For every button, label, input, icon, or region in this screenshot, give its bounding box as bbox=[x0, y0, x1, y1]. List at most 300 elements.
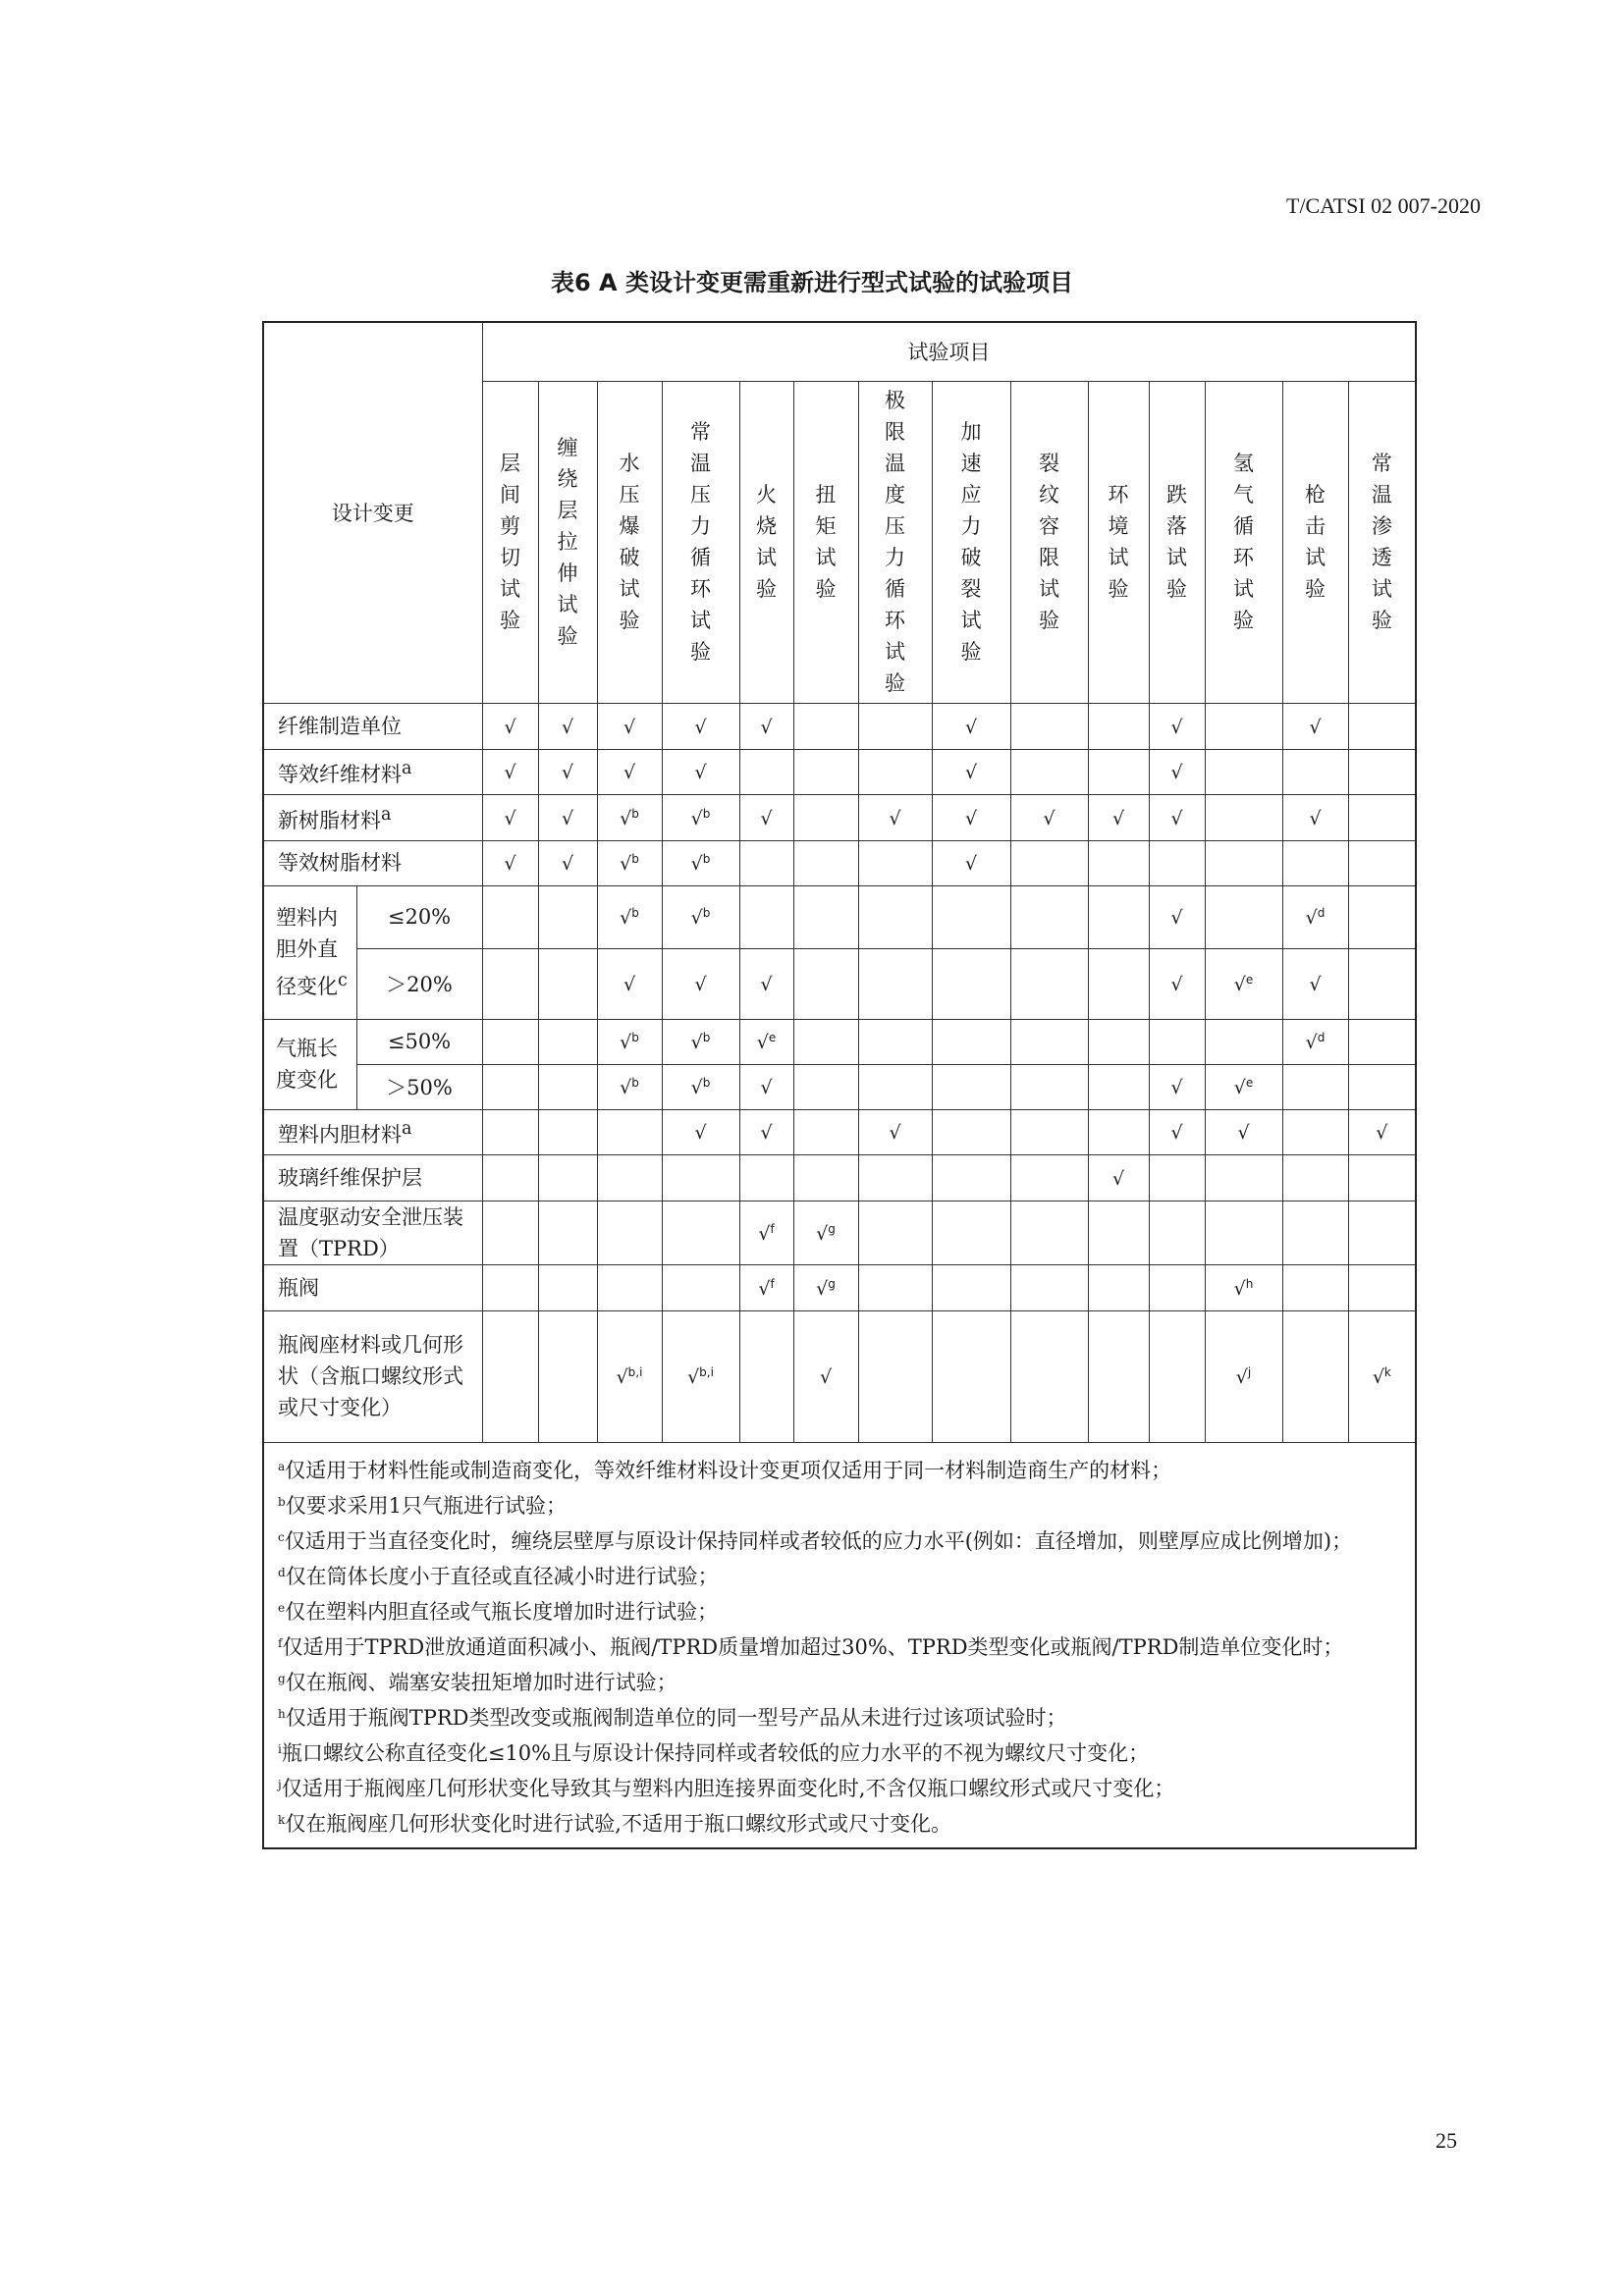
check-cell bbox=[858, 1109, 932, 1154]
empty-cell bbox=[662, 1264, 739, 1310]
check-mark: √ bbox=[561, 716, 574, 738]
empty-cell bbox=[793, 948, 858, 1019]
check-mark: √$^b$ bbox=[620, 852, 639, 875]
empty-cell bbox=[1010, 840, 1088, 885]
table-row bbox=[263, 1109, 1416, 1154]
empty-cell bbox=[1088, 840, 1149, 885]
footnote-mark: d bbox=[278, 1565, 286, 1579]
empty-cell bbox=[858, 1310, 932, 1442]
empty-cell bbox=[1205, 1019, 1282, 1064]
check-mark: √$^b$ bbox=[690, 806, 711, 829]
empty-cell bbox=[1088, 703, 1149, 749]
check-cell bbox=[597, 703, 662, 749]
empty-cell bbox=[1348, 1019, 1416, 1064]
empty-cell bbox=[1205, 1154, 1282, 1201]
check-mark: √ bbox=[1170, 1077, 1183, 1098]
empty-cell bbox=[1282, 840, 1348, 885]
footnote-mark: a bbox=[402, 1119, 412, 1139]
empty-cell bbox=[1348, 794, 1416, 840]
check-cell bbox=[1282, 703, 1348, 749]
check-cell bbox=[1282, 948, 1348, 1019]
check-cell bbox=[662, 1064, 739, 1109]
empty-cell bbox=[932, 1064, 1010, 1109]
table-row bbox=[263, 703, 1416, 749]
empty-cell bbox=[932, 1019, 1010, 1064]
empty-cell bbox=[932, 1310, 1010, 1442]
table-row bbox=[263, 1019, 1416, 1064]
empty-cell bbox=[739, 749, 793, 794]
footnote-line: $^b$仅要求采用1只气瓶进行试验； bbox=[278, 1493, 568, 1518]
check-cell bbox=[662, 885, 739, 948]
check-mark: √ bbox=[1309, 716, 1322, 738]
check-cell bbox=[597, 749, 662, 794]
empty-cell bbox=[482, 1109, 538, 1154]
check-mark: √ bbox=[561, 853, 574, 875]
check-mark: √ bbox=[1170, 716, 1183, 738]
check-footnote: e bbox=[768, 1031, 777, 1044]
empty-cell bbox=[1348, 1154, 1416, 1201]
empty-cell bbox=[1348, 885, 1416, 948]
notes-row bbox=[263, 1442, 1416, 1848]
empty-cell bbox=[1205, 749, 1282, 794]
empty-cell bbox=[1010, 1264, 1088, 1310]
check-footnote: f bbox=[770, 1276, 775, 1291]
column-header bbox=[932, 381, 1010, 703]
check-mark: √$^f$ bbox=[758, 1221, 775, 1245]
footnote-mark: a bbox=[402, 759, 412, 778]
footnote-mark: k bbox=[278, 1812, 286, 1827]
check-cell bbox=[793, 1310, 858, 1442]
check-cell bbox=[1149, 1064, 1205, 1109]
empty-cell bbox=[597, 1201, 662, 1264]
check-mark: √ bbox=[1170, 762, 1183, 783]
column-header-text: 环境试验 bbox=[1108, 483, 1129, 601]
column-header bbox=[1149, 381, 1205, 703]
empty-cell bbox=[662, 1201, 739, 1264]
check-cell bbox=[1088, 1154, 1149, 1201]
empty-cell bbox=[858, 840, 932, 885]
row-label: 瓶阀 bbox=[263, 1264, 482, 1310]
row-sub-label: ≤50% bbox=[356, 1019, 482, 1064]
check-mark: √$^b$ bbox=[620, 806, 639, 829]
empty-cell bbox=[932, 885, 1010, 948]
column-header bbox=[662, 381, 739, 703]
empty-cell bbox=[1149, 1019, 1205, 1064]
empty-cell bbox=[1205, 703, 1282, 749]
check-mark: √ bbox=[964, 853, 978, 875]
check-mark: √ bbox=[964, 762, 978, 783]
check-cell bbox=[482, 794, 538, 840]
table-row bbox=[263, 1154, 1416, 1201]
check-cell bbox=[1205, 1310, 1282, 1442]
row-sub-label: ≤20% bbox=[356, 885, 482, 948]
check-cell bbox=[1149, 885, 1205, 948]
check-mark: √ bbox=[889, 1122, 901, 1144]
empty-cell bbox=[793, 1154, 858, 1201]
check-cell bbox=[1149, 948, 1205, 1019]
check-footnote: b bbox=[631, 1076, 639, 1090]
row-label: 温度驱动安全泄压装置（TPRD） bbox=[263, 1201, 482, 1264]
empty-cell bbox=[932, 948, 1010, 1019]
check-cell bbox=[739, 794, 793, 840]
empty-cell bbox=[1282, 1310, 1348, 1442]
empty-cell bbox=[482, 1310, 538, 1442]
check-mark: √ bbox=[1309, 974, 1322, 995]
check-mark: √$^j$ bbox=[1235, 1365, 1252, 1388]
table-row bbox=[263, 840, 1416, 885]
column-header bbox=[1348, 381, 1416, 703]
empty-cell bbox=[793, 703, 858, 749]
check-cell bbox=[662, 1109, 739, 1154]
check-mark: √ bbox=[504, 853, 516, 875]
footnote-line: $^g$仅在瓶阀、端塞安装扭矩增加时进行试验； bbox=[278, 1670, 677, 1694]
check-mark: √ bbox=[1309, 807, 1322, 829]
empty-cell bbox=[1282, 749, 1348, 794]
empty-cell bbox=[482, 1019, 538, 1064]
empty-cell bbox=[793, 885, 858, 948]
check-mark: √ bbox=[889, 807, 901, 829]
empty-cell bbox=[1010, 1109, 1088, 1154]
check-mark: √ bbox=[760, 974, 773, 995]
empty-cell bbox=[1010, 1064, 1088, 1109]
check-mark: √$^e$ bbox=[756, 1031, 777, 1053]
check-mark: √ bbox=[760, 1077, 773, 1098]
empty-cell bbox=[1282, 1064, 1348, 1109]
check-mark: √$^h$ bbox=[1233, 1276, 1254, 1300]
check-footnote: d bbox=[1317, 906, 1326, 920]
footnote-line: $^c$仅适用于当直径变化时，缠绕层壁厚与原设计保持同样或者较低的应力水平(例如：直径增加，则壁厚应成比例增加)； bbox=[278, 1528, 1353, 1553]
column-header-text: 极限温度压力循环试验 bbox=[884, 389, 905, 695]
empty-cell bbox=[1149, 840, 1205, 885]
page-number: 25 bbox=[1435, 2128, 1457, 2153]
check-mark: √ bbox=[1170, 907, 1183, 929]
check-mark: √ bbox=[760, 1122, 773, 1144]
check-footnote: e bbox=[1245, 973, 1254, 987]
check-cell bbox=[662, 703, 739, 749]
empty-cell bbox=[1010, 1019, 1088, 1064]
row-label: 等效纤维材料$^a$ bbox=[263, 749, 482, 794]
check-mark: √ bbox=[1111, 1167, 1125, 1190]
check-cell bbox=[597, 1064, 662, 1109]
check-cell bbox=[1282, 1019, 1348, 1064]
check-cell bbox=[1149, 703, 1205, 749]
column-header-text: 枪击试验 bbox=[1304, 483, 1326, 601]
empty-cell bbox=[538, 1109, 597, 1154]
check-footnote: b bbox=[631, 906, 639, 920]
empty-cell bbox=[538, 948, 597, 1019]
empty-cell bbox=[1282, 1154, 1348, 1201]
notes-cell bbox=[263, 1442, 1416, 1848]
check-cell bbox=[1205, 1064, 1282, 1109]
check-cell bbox=[662, 1310, 739, 1442]
table-row bbox=[263, 1310, 1416, 1442]
empty-cell bbox=[597, 1154, 662, 1201]
check-cell bbox=[1149, 749, 1205, 794]
check-mark: √ bbox=[504, 716, 516, 738]
check-cell bbox=[597, 794, 662, 840]
check-mark: √$^g$ bbox=[816, 1221, 836, 1245]
footnote-mark: a bbox=[278, 1459, 286, 1473]
empty-cell bbox=[1348, 749, 1416, 794]
check-footnote: b bbox=[702, 852, 711, 866]
empty-cell bbox=[932, 1154, 1010, 1201]
column-header-text: 常温压力循环试验 bbox=[689, 420, 711, 664]
check-mark: √$^b$ bbox=[690, 1076, 711, 1098]
footnote-line: $^a$仅适用于材料性能或制造商变化，等效纤维材料设计变更项仅适用于同一材料制造商生产的材料； bbox=[278, 1458, 1172, 1482]
empty-cell bbox=[662, 1154, 739, 1201]
empty-cell bbox=[538, 1201, 597, 1264]
column-header-text: 氢气循环试验 bbox=[1232, 452, 1254, 632]
table-row bbox=[263, 948, 1416, 1019]
check-cell bbox=[482, 703, 538, 749]
empty-cell bbox=[1348, 1064, 1416, 1109]
check-footnote: b bbox=[702, 906, 711, 920]
column-header-text: 裂纹容限试验 bbox=[1038, 452, 1059, 632]
column-header bbox=[1010, 381, 1088, 703]
row-label: 新树脂材料$^a$ bbox=[263, 794, 482, 840]
check-cell bbox=[662, 948, 739, 1019]
header-row bbox=[263, 322, 1416, 381]
check-footnote: d bbox=[1317, 1031, 1326, 1044]
check-mark: √ bbox=[504, 762, 516, 783]
column-header bbox=[597, 381, 662, 703]
empty-cell bbox=[1010, 1201, 1088, 1264]
check-cell bbox=[1149, 1109, 1205, 1154]
check-mark: √$^e$ bbox=[1233, 1076, 1254, 1098]
check-cell bbox=[1205, 1264, 1282, 1310]
column-header bbox=[1205, 381, 1282, 703]
column-header bbox=[1282, 381, 1348, 703]
check-mark: √ bbox=[1043, 807, 1056, 829]
check-mark: √ bbox=[504, 807, 516, 829]
row-sub-label: ＞50% bbox=[356, 1064, 482, 1109]
footnote-mark: i bbox=[278, 1741, 282, 1756]
design-change-header: 设计变更 bbox=[263, 322, 482, 703]
empty-cell bbox=[597, 1264, 662, 1310]
empty-cell bbox=[1010, 1310, 1088, 1442]
check-cell bbox=[597, 885, 662, 948]
footnote-mark: a bbox=[381, 804, 392, 825]
check-cell bbox=[739, 703, 793, 749]
check-mark: √$^d$ bbox=[1305, 1031, 1326, 1053]
empty-cell bbox=[1088, 1064, 1149, 1109]
empty-cell bbox=[932, 1109, 1010, 1154]
check-cell bbox=[932, 794, 1010, 840]
check-footnote: e bbox=[1245, 1076, 1254, 1090]
empty-cell bbox=[538, 1019, 597, 1064]
empty-cell bbox=[1088, 1310, 1149, 1442]
check-footnote: b bbox=[631, 852, 639, 866]
empty-cell bbox=[482, 948, 538, 1019]
check-cell bbox=[1282, 794, 1348, 840]
check-mark: √$^e$ bbox=[1233, 973, 1254, 995]
empty-cell bbox=[793, 1019, 858, 1064]
empty-cell bbox=[1205, 1201, 1282, 1264]
empty-cell bbox=[1348, 840, 1416, 885]
table-title: 表6 A 类设计变更需重新进行型式试验的试验项目 bbox=[551, 269, 1073, 296]
check-footnote: k bbox=[1383, 1365, 1391, 1379]
check-cell bbox=[1348, 1109, 1416, 1154]
empty-cell bbox=[739, 1310, 793, 1442]
empty-cell bbox=[538, 1064, 597, 1109]
check-mark: √$^f$ bbox=[758, 1276, 775, 1300]
empty-cell bbox=[1348, 948, 1416, 1019]
check-mark: √$^k$ bbox=[1372, 1365, 1391, 1388]
empty-cell bbox=[1348, 1201, 1416, 1264]
empty-cell bbox=[739, 885, 793, 948]
check-footnote: b,i bbox=[627, 1365, 643, 1379]
column-header-text: 层间剪切试验 bbox=[499, 452, 520, 632]
column-header-text: 缠绕层拉伸试验 bbox=[557, 436, 578, 648]
empty-cell bbox=[1088, 1201, 1149, 1264]
footnote-mark: b bbox=[278, 1494, 286, 1509]
footnote-line: $^f$仅适用于TPRD泄放通道面积减小、瓶阀/TPRD质量增加超过30%、TPRD类型变化或瓶阀/TPRD制造单位变化时； bbox=[278, 1634, 1344, 1659]
check-cell bbox=[538, 794, 597, 840]
check-cell bbox=[739, 1064, 793, 1109]
empty-cell bbox=[482, 1064, 538, 1109]
check-mark: √ bbox=[760, 807, 773, 829]
footnote-line: $^h$仅适用于瓶阀TPRD类型改变或瓶阀制造单位的同一型号产品从未进行过该项试验时； bbox=[278, 1705, 1067, 1730]
footnote-mark: c bbox=[278, 1529, 285, 1544]
row-group-label: 塑料内胆外直径变化$^c$ bbox=[263, 885, 356, 1019]
check-cell bbox=[538, 840, 597, 885]
footnote-line: $^k$仅在瓶阀座几何形状变化时进行试验,不适用于瓶口螺纹形式或尺寸变化。 bbox=[278, 1811, 951, 1836]
check-mark: √$^d$ bbox=[1305, 906, 1326, 929]
column-header-text: 常温渗透试验 bbox=[1371, 452, 1392, 632]
empty-cell bbox=[1010, 703, 1088, 749]
test-items-table bbox=[262, 321, 1417, 1849]
check-mark: √$^b$ bbox=[620, 1031, 639, 1053]
check-cell bbox=[662, 794, 739, 840]
empty-cell bbox=[858, 1201, 932, 1264]
footnote-mark: g bbox=[278, 1671, 286, 1685]
column-header-text: 水压爆破试验 bbox=[619, 452, 640, 632]
check-cell bbox=[739, 1109, 793, 1154]
check-cell bbox=[793, 1201, 858, 1264]
check-mark: √ bbox=[1111, 807, 1125, 829]
check-mark: √ bbox=[623, 716, 636, 738]
empty-cell bbox=[1282, 1201, 1348, 1264]
check-cell bbox=[1348, 1310, 1416, 1442]
check-cell bbox=[739, 1264, 793, 1310]
check-footnote: g bbox=[828, 1276, 836, 1291]
empty-cell bbox=[482, 885, 538, 948]
empty-cell bbox=[482, 1264, 538, 1310]
check-mark: √ bbox=[964, 807, 978, 829]
empty-cell bbox=[1348, 1264, 1416, 1310]
check-mark: √$^b$ bbox=[690, 906, 711, 929]
check-mark: √$^b$ bbox=[620, 906, 639, 929]
check-mark: √ bbox=[819, 1366, 833, 1388]
empty-cell bbox=[1149, 1310, 1205, 1442]
column-header-text: 火烧试验 bbox=[755, 483, 777, 601]
empty-cell bbox=[1010, 1154, 1088, 1201]
empty-cell bbox=[793, 794, 858, 840]
footnote-line: $^d$仅在筒体长度小于直径或直径减小时进行试验； bbox=[278, 1564, 719, 1588]
empty-cell bbox=[858, 1264, 932, 1310]
empty-cell bbox=[858, 948, 932, 1019]
check-mark: √ bbox=[1170, 807, 1183, 829]
empty-cell bbox=[1088, 749, 1149, 794]
empty-cell bbox=[1348, 703, 1416, 749]
empty-cell bbox=[739, 1154, 793, 1201]
check-cell bbox=[538, 703, 597, 749]
check-cell bbox=[1205, 948, 1282, 1019]
check-footnote: j bbox=[1247, 1365, 1252, 1379]
check-mark: √ bbox=[623, 974, 636, 995]
check-footnote: b bbox=[702, 806, 711, 821]
empty-cell bbox=[1205, 840, 1282, 885]
check-cell bbox=[597, 840, 662, 885]
table-row bbox=[263, 1064, 1416, 1109]
empty-cell bbox=[793, 1064, 858, 1109]
check-mark: √ bbox=[623, 762, 636, 783]
empty-cell bbox=[538, 1154, 597, 1201]
check-footnote: f bbox=[770, 1221, 775, 1236]
check-mark: √$^{b,i}$ bbox=[687, 1365, 714, 1388]
check-cell bbox=[739, 1201, 793, 1264]
column-header-text: 加速应力破裂试验 bbox=[960, 420, 982, 664]
footnote-line: $^j$仅适用于瓶阀座几何形状变化导致其与塑料内胆连接界面变化时,不含仅瓶口螺纹形式或尺寸变化； bbox=[278, 1776, 1175, 1800]
check-mark: √ bbox=[561, 807, 574, 829]
column-header bbox=[793, 381, 858, 703]
empty-cell bbox=[538, 1264, 597, 1310]
column-header bbox=[739, 381, 793, 703]
empty-cell bbox=[793, 749, 858, 794]
check-mark: √$^b$ bbox=[690, 1031, 711, 1053]
test-items-header: 试验项目 bbox=[482, 322, 1416, 381]
check-mark: √ bbox=[760, 716, 773, 738]
footnote-mark: f bbox=[278, 1635, 283, 1650]
check-mark: √$^b$ bbox=[690, 852, 711, 875]
check-footnote: b bbox=[631, 806, 639, 821]
footnote-mark: j bbox=[278, 1777, 282, 1791]
row-label: 玻璃纤维保护层 bbox=[263, 1154, 482, 1201]
check-footnote: b,i bbox=[699, 1365, 714, 1379]
check-cell bbox=[597, 1310, 662, 1442]
empty-cell bbox=[1010, 885, 1088, 948]
empty-cell bbox=[793, 840, 858, 885]
check-cell bbox=[932, 840, 1010, 885]
empty-cell bbox=[858, 1154, 932, 1201]
empty-cell bbox=[932, 1201, 1010, 1264]
check-cell bbox=[1088, 794, 1149, 840]
empty-cell bbox=[739, 840, 793, 885]
row-label: 等效树脂材料 bbox=[263, 840, 482, 885]
check-cell bbox=[662, 1019, 739, 1064]
empty-cell bbox=[793, 1109, 858, 1154]
empty-cell bbox=[1088, 948, 1149, 1019]
check-mark: √ bbox=[694, 716, 707, 738]
empty-cell bbox=[858, 1064, 932, 1109]
empty-cell bbox=[1205, 794, 1282, 840]
footnote-mark: h bbox=[278, 1706, 286, 1721]
row-label: 纤维制造单位 bbox=[263, 703, 482, 749]
empty-cell bbox=[858, 1019, 932, 1064]
footnote-line: $^i$瓶口螺纹公称直径变化≤10%且与原设计保持同样或者较低的应力水平的不视为螺纹尺寸变化； bbox=[278, 1740, 1150, 1765]
empty-cell bbox=[932, 1264, 1010, 1310]
check-cell bbox=[739, 1019, 793, 1064]
check-cell bbox=[1205, 1109, 1282, 1154]
check-mark: √ bbox=[964, 716, 978, 738]
column-header bbox=[1088, 381, 1149, 703]
empty-cell bbox=[858, 885, 932, 948]
empty-cell bbox=[1010, 749, 1088, 794]
document-code: T/CATSI 02 007-2020 bbox=[1286, 193, 1481, 218]
check-mark: √ bbox=[1376, 1122, 1388, 1144]
check-cell bbox=[1149, 794, 1205, 840]
empty-cell bbox=[1010, 948, 1088, 1019]
